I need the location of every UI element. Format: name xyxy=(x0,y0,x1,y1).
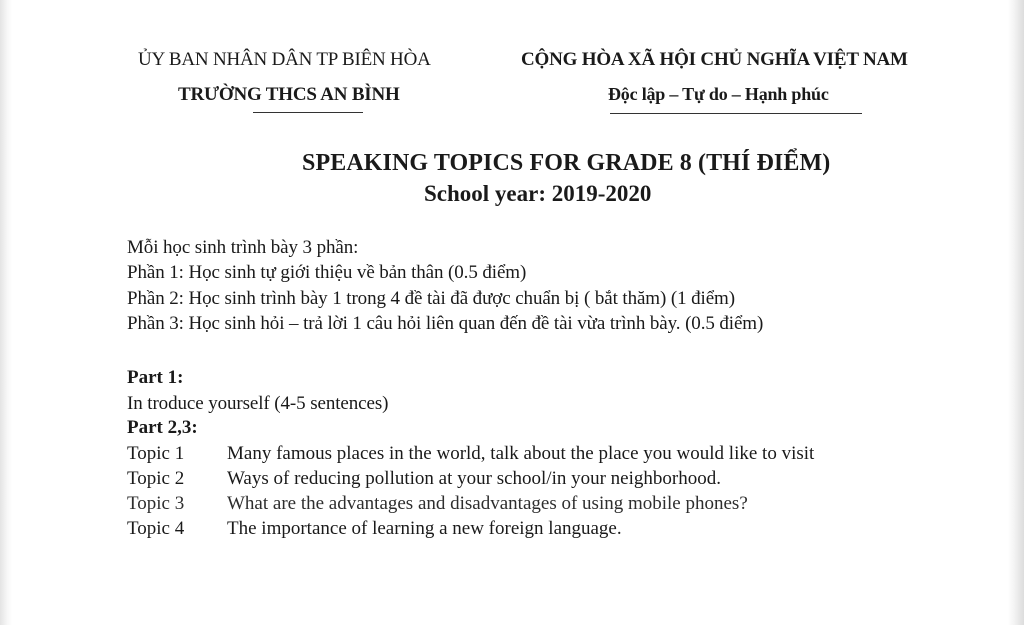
part23-heading: Part 2,3: xyxy=(127,417,198,438)
part1-text: In troduce yourself (4-5 sentences) xyxy=(127,393,389,414)
header-authority: ỦY BAN NHÂN DÂN TP BIÊN HÒA xyxy=(138,49,431,70)
page-edge-right xyxy=(1008,0,1024,625)
school-year: School year: 2019-2020 xyxy=(424,181,652,206)
instruction-line: Phần 1: Học sinh tự giới thiệu về bản thân (0.5 điểm) xyxy=(127,262,527,283)
topic-label: Topic 1 xyxy=(127,443,185,464)
part1-heading: Part 1: xyxy=(127,367,184,388)
header-right-underline xyxy=(610,113,862,114)
header-school-name: TRƯỜNG THCS AN BÌNH xyxy=(178,84,400,105)
instruction-line: Phần 2: Học sinh trình bày 1 trong 4 đề tài đã được chuẩn bị ( bắt thăm) (1 điểm) xyxy=(127,288,735,309)
topic-text: Many famous places in the world, talk about the place you would like to visit xyxy=(227,443,815,464)
topic-label: Topic 3 xyxy=(127,493,185,514)
topic-label: Topic 2 xyxy=(127,468,185,489)
topic-text: What are the advantages and disadvantages of using mobile phones? xyxy=(227,493,748,514)
instruction-line: Mỗi học sinh trình bày 3 phần: xyxy=(127,237,359,258)
header-motto: Độc lập – Tự do – Hạnh phúc xyxy=(608,84,829,104)
topic-text: The importance of learning a new foreign language. xyxy=(227,518,622,539)
document-title: SPEAKING TOPICS FOR GRADE 8 (THÍ ĐIỂM) xyxy=(302,150,831,176)
header-left-underline xyxy=(253,112,363,113)
page-edge-left xyxy=(0,0,12,625)
topic-label: Topic 4 xyxy=(127,518,185,539)
header-country-name: CỘNG HÒA XÃ HỘI CHỦ NGHĨA VIỆT NAM xyxy=(521,49,908,70)
instruction-line: Phần 3: Học sinh hỏi – trả lời 1 câu hỏi liên quan đến đề tài vừa trình bày. (0.5 điểm) xyxy=(127,313,764,334)
topic-text: Ways of reducing pollution at your school/in your neighborhood. xyxy=(227,468,721,489)
